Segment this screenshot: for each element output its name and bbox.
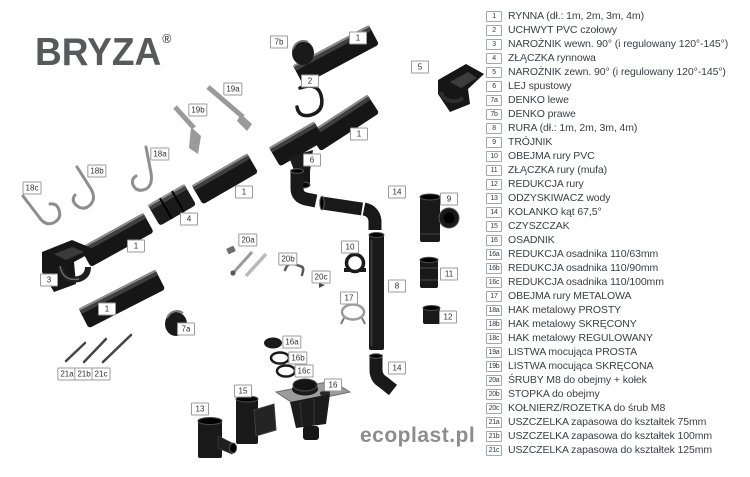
part-callout: 16c [295, 365, 314, 378]
part-callout: 13 [191, 403, 209, 416]
part-callout: 16a [282, 336, 301, 349]
legend-item-label: OSADNIK [508, 234, 555, 246]
offset-pipe-part [320, 196, 375, 230]
legend-item [486, 387, 748, 401]
legend-item-number: 11 [486, 165, 502, 176]
part-callout: 9 [440, 193, 458, 206]
legend-item-number: 13 [486, 193, 502, 204]
legend-item-number: 18a [486, 305, 502, 316]
part-callout: 16b [288, 352, 307, 365]
legend-item-label: USZCZELKA zapasowa do kształtek 100mm [508, 430, 713, 442]
legend-item-number: 16c [486, 277, 502, 288]
legend-item-number: 21a [486, 417, 502, 428]
legend-item-number: 9 [486, 137, 502, 148]
legend-item-label: UCHWYT PVC czołowy [508, 24, 617, 36]
legend-item-label: HAK metalowy PROSTY [508, 304, 622, 316]
outer-corner-part [438, 64, 484, 112]
legend-item-number: 7a [486, 95, 502, 106]
legend-item-label: REDUKCJA osadnika 110/100mm [508, 276, 664, 288]
part-callout: 18a [150, 148, 169, 161]
legend-item [486, 415, 748, 429]
legend-item-label: ZŁĄCZKA rynnowa [508, 52, 596, 64]
legend-item [486, 23, 748, 37]
legend-item [486, 135, 748, 149]
legend-item-label: REDUKCJA osadnika 110/63mm [508, 248, 659, 260]
legend-item-number: 5 [486, 67, 502, 78]
legend-item [486, 401, 748, 415]
part-callout: 11 [440, 268, 458, 281]
legend-item-label: LISTWA mocująca SKRĘCONA [508, 360, 654, 372]
legend-item-number: 10 [486, 151, 502, 162]
legend-item [486, 149, 748, 163]
legend-item-number: 16a [486, 249, 502, 260]
trap-reducer-ring-part [277, 366, 295, 377]
legend-item-number: 6 [486, 81, 502, 92]
part-callout: 2 [301, 75, 319, 88]
part-callout: 20c [312, 271, 331, 284]
legend-item-number: 19a [486, 347, 502, 358]
legend-item [486, 65, 748, 79]
legend-item-number: 2 [486, 25, 502, 36]
trap-reducer-ring-part [271, 353, 289, 364]
legend-item-label: REDUKCJA rury [508, 178, 584, 190]
legend-item-number: 16 [486, 235, 502, 246]
legend-item-label: NAROŻNIK zewn. 90° (i regulowany 120°-145°) [508, 66, 726, 78]
spare-gaskets-part [66, 335, 131, 362]
legend-item-label: NAROŻNIK wewn. 90° (i regulowany 120°-145°) [508, 38, 729, 50]
legend-item-number: 14 [486, 207, 502, 218]
part-callout: 19a [223, 83, 242, 96]
legend-item-label: STOPKA do obejmy [508, 388, 600, 400]
legend-item [486, 373, 748, 387]
legend-item [486, 9, 748, 23]
part-callout: 7b [270, 36, 288, 49]
legend-item [486, 443, 748, 457]
part-callout: 14 [388, 186, 406, 199]
part-callout: 21c [92, 368, 111, 381]
legend-item [486, 275, 748, 289]
legend-item-number: 21b [486, 431, 502, 442]
part-callout: 20b [278, 253, 297, 266]
registered-trademark-icon: ® [162, 31, 172, 46]
legend-item-label: KOLANKO kąt 67,5° [508, 206, 602, 218]
legend-item-label: USZCZELKA zapasowa do kształtek 75mm [508, 416, 707, 428]
part-callout: 16 [324, 379, 342, 392]
legend-item-number: 18c [486, 333, 502, 344]
legend-item-label: ZŁĄCZKA rury (mufa) [508, 164, 608, 176]
legend-item-label: LEJ spustowy [508, 80, 572, 92]
legend-item-number: 18b [486, 319, 502, 330]
brand-logo: BRYZA® [35, 31, 172, 74]
legend-item [486, 303, 748, 317]
legend-item [486, 247, 748, 261]
part-callout: 15 [234, 385, 252, 398]
legend-item [486, 261, 748, 275]
part-callout: 8 [388, 280, 406, 293]
legend-item-label: OBEJMA rury PVC [508, 150, 595, 162]
legend-item-label: KOŁNIERZ/ROZETKA do śrub M8 [508, 402, 666, 414]
legend-item-label: REDUKCJA osadnika 110/90mm [508, 262, 659, 274]
legend-item [486, 331, 748, 345]
legend-item-number: 20b [486, 389, 502, 400]
legend-item-number: 12 [486, 179, 502, 190]
legend-item-label: HAK metalowy SKRĘCONY [508, 318, 637, 330]
legend-item-label: RURA (dł.: 1m, 2m, 3m, 4m) [508, 122, 638, 134]
part-callout: 1 [350, 128, 368, 141]
legend-item-label: TRÓJNIK [508, 136, 553, 148]
legend-item-label: CZYSZCZAK [508, 220, 570, 232]
part-callout: 12 [439, 311, 457, 324]
legend-item [486, 79, 748, 93]
legend-item-number: 19b [486, 361, 502, 372]
part-callout: 1 [98, 303, 116, 316]
part-callout: 14 [388, 362, 406, 375]
legend-item [486, 219, 748, 233]
legend-item [486, 205, 748, 219]
legend-item-number: 8 [486, 123, 502, 134]
legend-item [486, 93, 748, 107]
part-callout: 1 [349, 32, 367, 45]
pvc-pipe-clamp-part [344, 255, 366, 273]
end-cap-right-part [292, 41, 314, 65]
part-callout: 21b [74, 368, 93, 381]
legend-item [486, 51, 748, 65]
legend-item-label: DENKO lewe [508, 94, 569, 106]
metal-hook-adjustable-part [23, 196, 60, 224]
legend-item-label: DENKO prawe [508, 108, 576, 120]
legend-item [486, 163, 748, 177]
gutter-part [79, 270, 166, 329]
legend-item [486, 177, 748, 191]
legend-item-label: OBEJMA rury METALOWA [508, 290, 632, 302]
part-callout: 1 [127, 240, 145, 253]
part-callout: 18b [87, 165, 106, 178]
rosette-part [319, 283, 325, 288]
pipe-reducer-part [423, 306, 440, 325]
part-callout: 17 [340, 292, 358, 305]
legend-item-label: ŚRUBY M8 do obejmy + kołek [508, 374, 647, 386]
part-callout: 6 [303, 154, 321, 167]
pvc-bracket-part [297, 86, 322, 116]
part-callout: 7a [177, 323, 195, 336]
legend-item-number: 17 [486, 291, 502, 302]
legend-item-number: 4 [486, 53, 502, 64]
m8-screws-part [226, 246, 266, 276]
part-callout: 19b [188, 104, 207, 117]
legend-item [486, 107, 748, 121]
legend-item-number: 21c [486, 445, 502, 456]
metal-pipe-clamp-part [341, 305, 365, 325]
legend-item [486, 121, 748, 135]
part-callout: 5 [411, 61, 429, 74]
legend-item-number: 1 [486, 11, 502, 22]
legend-item-label: RYNNA (dł.: 1m, 2m, 3m, 4m) [508, 10, 644, 22]
pipe-coupler-part [420, 257, 438, 288]
part-callout: 20a [238, 234, 257, 247]
legend-item-number: 20a [486, 375, 502, 386]
water-recovery-part [198, 418, 237, 459]
legend-item [486, 37, 748, 51]
watermark-text: ecoplast.pl [360, 424, 476, 447]
part-callout: 1 [235, 186, 253, 199]
part-callout: 3 [40, 274, 58, 287]
legend-item [486, 233, 748, 247]
legend-item-label: ODZYSKIWACZ wody [508, 192, 611, 204]
part-callout: 18c [23, 182, 42, 195]
part-callout: 21a [57, 368, 76, 381]
legend-item [486, 359, 748, 373]
legend-item [486, 317, 748, 331]
legend-item-label: LISTWA mocująca PROSTA [508, 346, 638, 358]
legend-item-number: 15 [486, 221, 502, 232]
metal-hook-straight-part [132, 147, 151, 190]
cleanout-part [236, 396, 276, 444]
part-callout: 10 [341, 241, 359, 254]
legend-item-number: 20c [486, 403, 502, 414]
part-callout: 4 [180, 213, 198, 226]
parts-legend [486, 9, 748, 457]
legend-item [486, 289, 748, 303]
legend-item-number: 3 [486, 39, 502, 50]
legend-item-number: 7b [486, 109, 502, 120]
legend-item-label: USZCZELKA zapasowa do kształtek 125mm [508, 444, 713, 456]
legend-item-label: HAK metalowy REGULOWANY [508, 332, 653, 344]
downpipe-part [369, 233, 384, 351]
legend-item [486, 345, 748, 359]
legend-item-number: 16b [486, 263, 502, 274]
legend-item [486, 429, 748, 443]
trap-reducer-lid-part [264, 338, 282, 349]
legend-item [486, 191, 748, 205]
downpipe-elbow-part [291, 169, 317, 201]
